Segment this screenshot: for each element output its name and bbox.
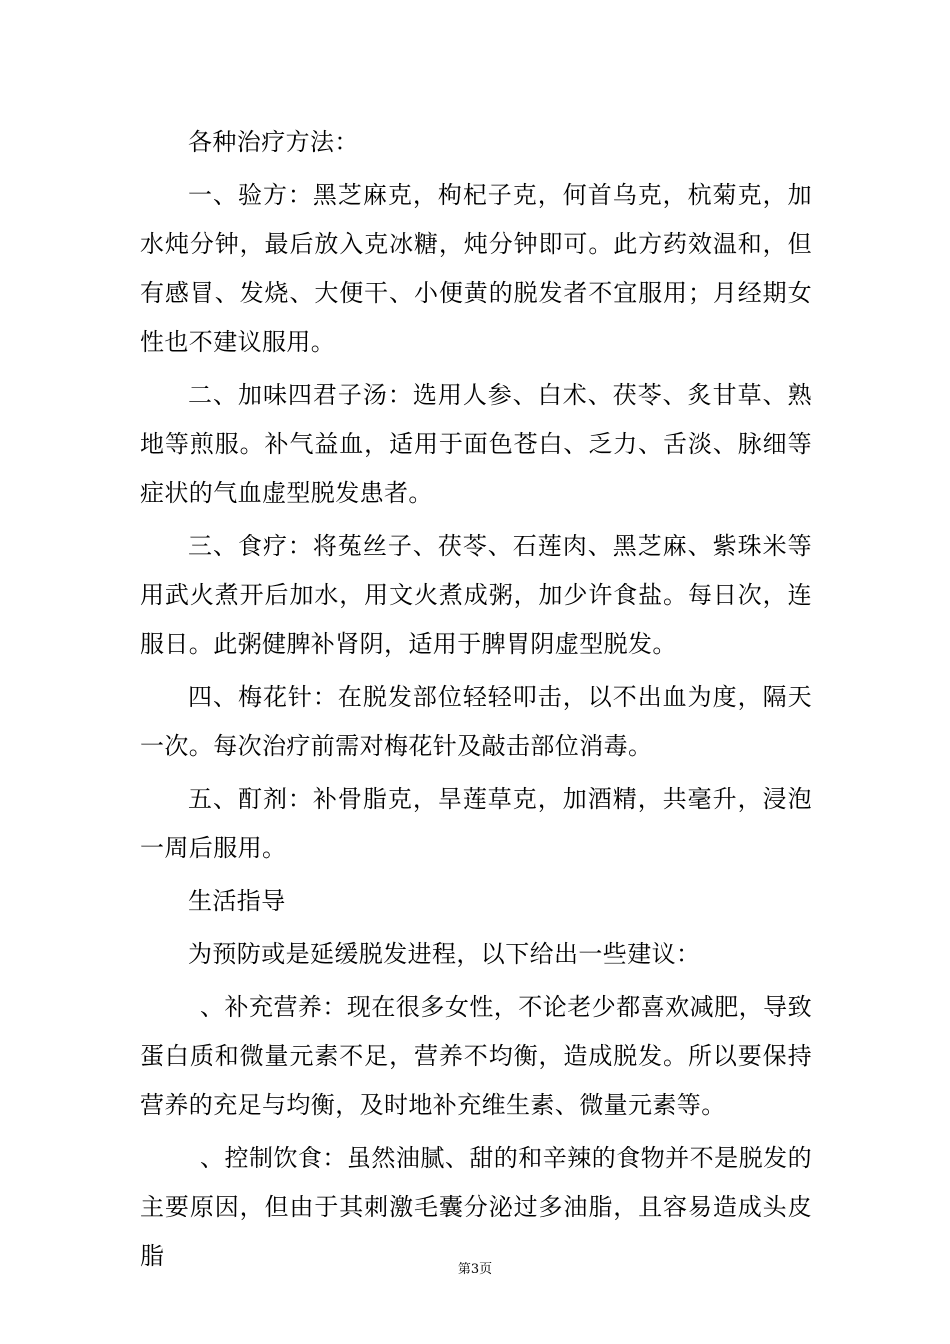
- paragraph-remedy-5: 五、酊剂：补骨脂克，旱莲草克，加酒精，共毫升，浸泡一周后服用。: [140, 785, 812, 862]
- paragraph-remedy-2: 二、加味四君子汤：选用人参、白术、茯苓、炙甘草、熟地等煎服。补气益血，适用于面色苍白、乏力、舌淡、脉细等症状的气血虚型脱发患者。: [140, 381, 812, 507]
- section-heading-life-guide: 生活指导: [188, 887, 286, 915]
- section-heading-treatments: 各种治疗方法：: [188, 128, 359, 156]
- document-body: [140, 118, 812, 1285]
- paragraph-intro-suggestions: 为预防或是延缓脱发进程，以下给出一些建议：: [188, 940, 701, 968]
- page-number: 第3页: [457, 1262, 493, 1277]
- paragraph-suggestion-nutrition: 、补充营养：现在很多女性，不论老少都喜欢减肥，导致蛋白质和微量元素不足，营养不均衡，造成脱发。所以要保持营养的充足与均衡，及时地补充维生素、微量元素等。: [140, 993, 812, 1119]
- paragraph-remedy-1: 一、验方：黑芝麻克，枸杞子克，何首乌克，杭菊克，加水炖分钟，最后放入克冰糖，炖分钟即可。此方药效温和，但有感冒、发烧、大便干、小便黄的脱发者不宜服用；月经期女性也不建议服用。: [140, 181, 812, 356]
- paragraph-suggestion-diet: 、控制饮食：虽然油腻、甜的和辛辣的食物并不是脱发的主要原因，但由于其刺激毛囊分泌过多油脂，且容易造成头皮脂: [140, 1144, 812, 1270]
- paragraph-remedy-3: 三、食疗：将菟丝子、茯苓、石莲肉、黑芝麻、紫珠米等用武火煮开后加水，用文火煮成粥，加少许食盐。每日次，连服日。此粥健脾补肾阴，适用于脾胃阴虚型脱发。: [140, 532, 812, 658]
- paragraph-remedy-4: 四、梅花针：在脱发部位轻轻叩击，以不出血为度，隔天一次。每次治疗前需对梅花针及敲击部位消毒。: [140, 683, 812, 760]
